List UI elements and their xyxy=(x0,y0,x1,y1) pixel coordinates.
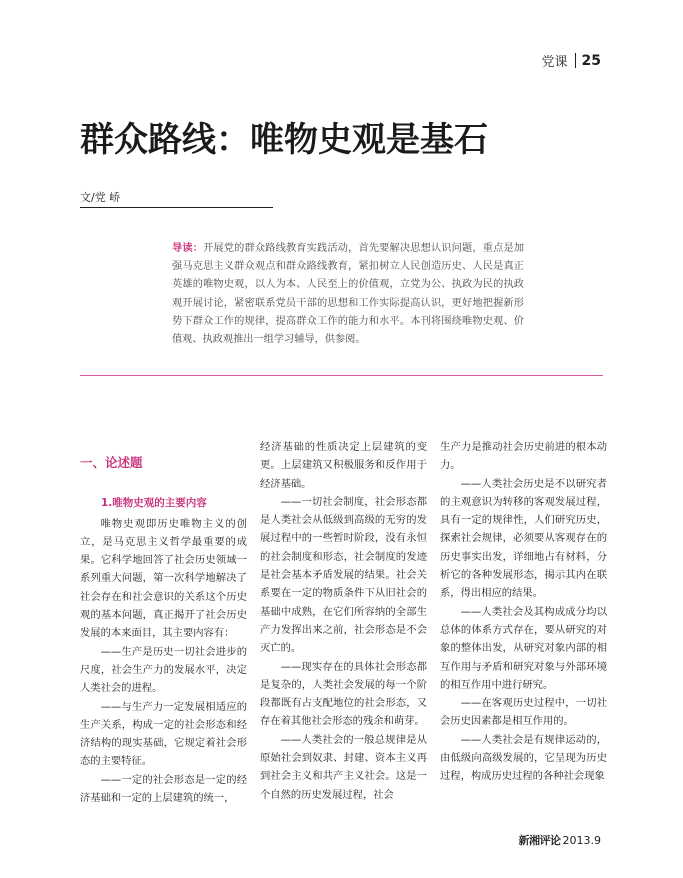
paragraph: ——生产是历史一切社会进步的尺度，社会生产力的发展水平，决定人类社会的进程。 xyxy=(80,645,247,695)
intro-divider xyxy=(80,375,603,376)
body-column-3 xyxy=(440,438,607,786)
paragraph: ——现实存在的具体社会形态都是复杂的，人类社会发展的每一个阶段都既有占支配地位的社会形态，又存在着其他社会形态的残余和萌芽。 xyxy=(260,660,427,728)
paragraph: 唯物史观即历史唯物主义的创立，是马克思主义哲学最重要的成果。它科学地回答了社会历史领域一系列重大问题，第一次科学地解决了社会存在和社会意识的关系这个历史观的基本问题，真正揭开了社会历史发展的本来面目，其主要内容有： xyxy=(80,517,247,640)
paragraph: ——人类社会的一般总规律是从原始社会到奴隶、封建、资本主义再到社会主义和共产主义社会。这是一个自然的历史发展过程，社会 xyxy=(260,733,427,801)
magazine-logo: 新湘评论 xyxy=(518,834,561,847)
page-number: 25 xyxy=(581,52,601,69)
paragraph: ——人类社会历史是不以研究者的主观意识为转移的客观发展过程，具有一定的规律性，人们研究历史，探索社会规律，必须要从客观存在的历史事实出发，详细地占有材料，分析它的各种发展形态，揭示其内在联系，得出相应的结果。 xyxy=(440,477,607,600)
intro-block xyxy=(172,240,524,349)
subsection-heading: 1.唯物史观的主要内容 xyxy=(101,497,207,510)
paragraph: ——一切社会制度，社会形态都是人类社会从低级到高级的无穷的发展过程中的一些暂时阶段，没有永恒的社会制度和形态，社会制度的发迹是社会基本矛盾发展的结果。社会关系要在一定的物质条件下从旧社会的基础中成熟，在它们所容纳的全部生产力发挥出来之前，社会形态是不会灭亡的。 xyxy=(260,495,427,655)
paragraph: ——人类社会及其构成成分均以总体的体系方式存在，要从研究的对象的整体出发，从研究对象内部的相互作用与矛盾和研究对象与外部环境的相互作用中进行研究。 xyxy=(440,605,607,691)
page-footer xyxy=(519,832,602,848)
article-title: 群众路线：唯物史观是基石 xyxy=(80,120,488,160)
paragraph: ——人类社会是有规律运动的，由低级向高级发展的，它呈现为历史过程，构成历史过程的各种社会现象 xyxy=(440,733,607,783)
paragraph: ——与生产力一定发展相适应的生产关系，构成一定的社会形态和经济结构的现实基础，它规定着社会形态的主要特征。 xyxy=(80,700,247,768)
paragraph: 生产力是推动社会历史前进的根本动力。 xyxy=(440,441,607,472)
header-divider xyxy=(575,53,576,68)
body-column-2 xyxy=(260,438,427,804)
paragraph: ——在客观历史过程中，一切社会历史因素都是相互作用的。 xyxy=(440,697,607,728)
byline: 文/党 峤 xyxy=(80,191,121,204)
intro-text: 开展党的群众路线教育实践活动，首先要解决思想认识问题，重点是加强马克思主义群众观点和群众路线教育，紧扣树立人民创造历史、人民是真正英雄的唯物史观，以人为本、人民至上的价值观，立党为公、执政为民的执政观开展讨论，紧密联系党员干部的思想和工作实际提高认识，更好地把握新形势下群众工作的规律，提高群众工作的能力和水平。本刊将围绕唯物史观、价值观、执政观推出一组学习辅导，供参阅。 xyxy=(172,243,525,346)
section-heading: 一、论述题 xyxy=(80,455,143,470)
body-column-1 xyxy=(80,440,247,807)
issue-number: 2013.9 xyxy=(562,833,601,847)
paragraph: ——一定的社会形态是一定的经济基础和一定的上层建筑的统一， xyxy=(80,773,247,805)
intro-lead: 导读： xyxy=(172,243,204,254)
paragraph: 经济基础的性质决定上层建筑的变更。上层建筑又积极服务和反作用于经济基础。 xyxy=(260,441,427,490)
section-label: 党课 xyxy=(541,55,568,70)
byline-divider xyxy=(80,207,273,208)
running-header xyxy=(542,51,602,70)
